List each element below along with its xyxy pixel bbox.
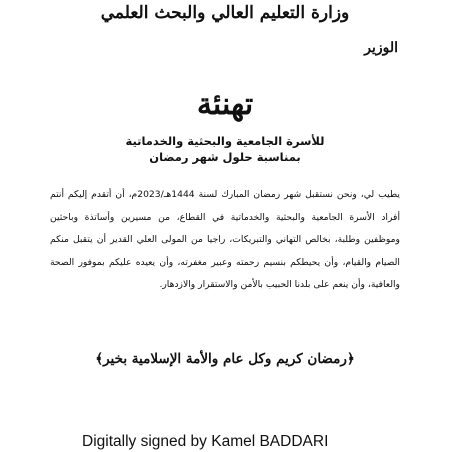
ministry-name: وزارة التعليم العالي والبحث العلمي [100,3,350,23]
closing-phrase: ﴿رمضان كريم وكل عام والأمة الإسلامية بخير﴾ [95,351,355,367]
greeting-title-line-1: للأسرة الجامعية والبحثية والخدماتية [125,134,325,148]
digital-signature: Digitally signed by Kamel BADDARI [82,433,329,450]
greeting-title-line-2: بمناسبة حلول شهر رمضان [149,150,301,164]
minister-title: الوزير [364,40,398,56]
greeting-calligraphy-text: تهنئة [196,87,254,122]
greeting-paragraph: يطيب لي، ونحن نستقبل شهر رمضان المبارك لسنة 1444هـ/2023م، أن أتقدم إليكم أنتم أفراد الأسرة الجامعية والبحثية والخدماتية في القطاع، من مسيرين وأساتذة وباحثين وموظفين وطلبة، بخالص التهاني والتبريكات، راجيا من المولى العلي القدير أن يتقبل منكم الصيام والقيام، وأن يحيطكم بنسيم رحمته وعبير مغفرته، وأن يعيده عليكم بموفور الصحة والعافية، وأن ينعم على بلدنا الحبيب بالأمن والاستقرار والازدهار. [50,189,400,291]
greeting-calligraphy [150,80,300,126]
